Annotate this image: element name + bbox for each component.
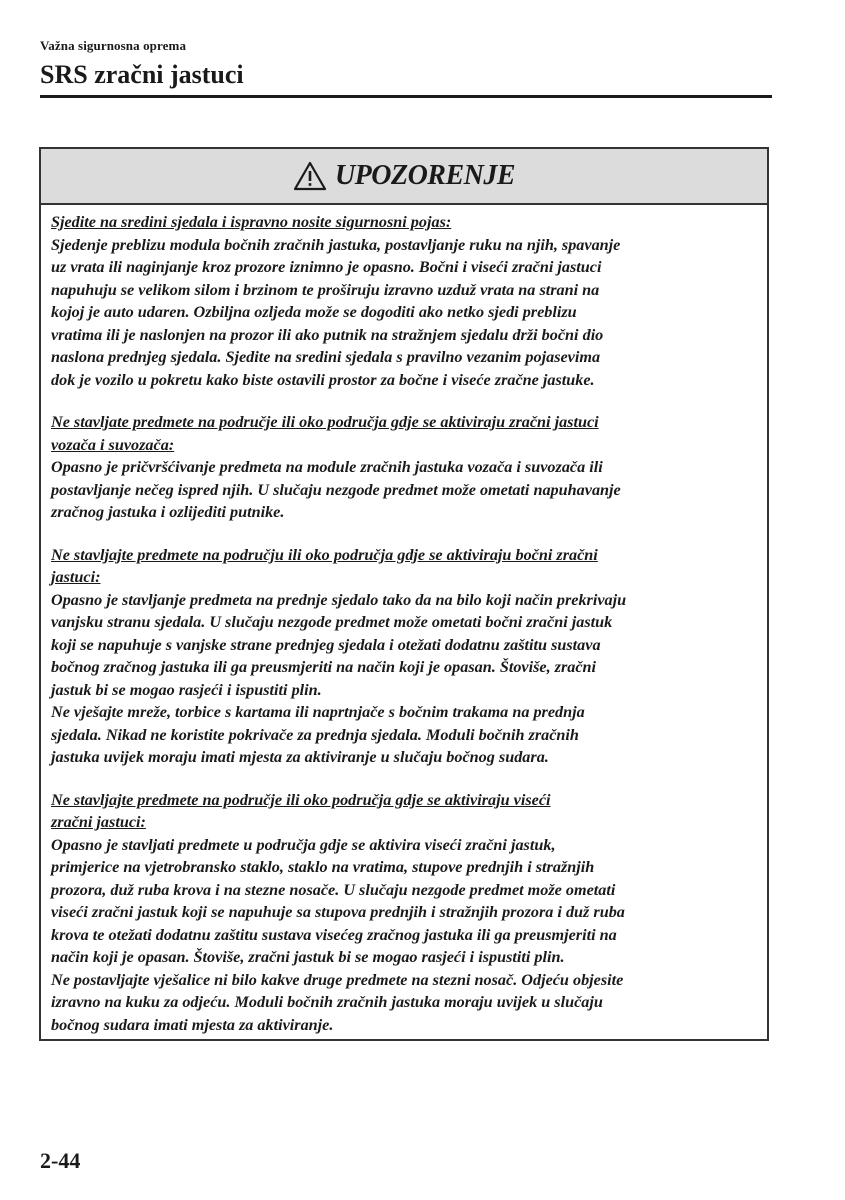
paragraph-line: vanjsku stranu sjedala. U slučaju nezgode predmet može ometati bočni zračni jastuk [51, 613, 613, 631]
paragraph-line: postavljanje nečeg ispred njih. U slučaju nezgode predmet može ometati napuhavanje [51, 480, 621, 499]
warning-paragraph-front-airbags [51, 411, 759, 524]
paragraph-line: dok je vozilo u pokretu kako biste ostavili prostor za bočne i viseće zračne jastuke. [51, 370, 595, 389]
warning-triangle-icon [293, 161, 327, 191]
paragraph-line: naslona prednjeg sjedala. Sjedite na sredini sjedala s pravilno vezanim pojasevima [51, 348, 601, 366]
paragraph-line: primjerice na vjetrobransko staklo, staklo na vratima, stupove prednjih i stražnjih [51, 858, 595, 876]
paragraph-line: Opasno je pričvršćivanje predmeta na module zračnih jastuka vozača i suvozača ili [51, 458, 603, 476]
paragraph-heading: jastuci: [51, 568, 101, 586]
page-title: SRS zračni jastuci [40, 60, 244, 89]
paragraph-heading: Ne stavljate predmete na područje ili oko područja gdje se aktiviraju zračni jastuci [51, 413, 599, 431]
paragraph-heading: Ne stavljajte predmete na područje ili oko područja gdje se aktiviraju viseći [51, 790, 551, 809]
paragraph-line: viseći zračni jastuk koji se napuhuje sa stupova prednjih i stražnjih prozora i duž ruba [51, 903, 625, 921]
paragraph-line: Ne vješajte mreže, torbice s kartama ili naprtnjače s bočnim trakama na prednja [51, 703, 585, 721]
paragraph-line: kojoj je auto udaren. Ozbiljna ozljeda može se dogoditi ako netko sjedi preblizu [51, 303, 577, 321]
paragraph-heading: Sjedite na sredini sjedala i ispravno nosite sigurnosni pojas: [51, 213, 452, 231]
paragraph-line: Opasno je stavljati predmete u područja gdje se aktivira viseći zračni jastuk, [51, 835, 556, 854]
paragraph-heading: Ne stavljajte predmete na području ili oko područja gdje se aktiviraju bočni zračni [51, 545, 598, 564]
warning-body [41, 205, 767, 1036]
paragraph-line: krova te otežati dodatnu zaštitu sustava visećeg zračnog jastuka ili ga preusmjeriti na [51, 925, 617, 944]
paragraph-line: Opasno je stavljanje predmeta na prednje sjedalo tako da na bilo koji način prekrivaju [51, 590, 627, 609]
title-divider [40, 95, 772, 98]
paragraph-line: napuhuju se velikom silom i brzinom te proširuju izravno uzduž vrata na strani na [51, 280, 600, 299]
paragraph-line: način koji je opasan. Štoviše, zračni jastuk bi se mogao rasjeći i ispustiti plin. [51, 948, 565, 966]
warning-paragraph-curtain-airbags [51, 789, 759, 1037]
paragraph-line: uz vrata ili naginjanje kroz prozore iznimno je opasno. Bočni i viseći zračni jastuci [51, 258, 602, 276]
paragraph-line: zračnog jastuka i ozlijediti putnike. [51, 503, 285, 521]
warning-header [41, 149, 767, 205]
paragraph-heading: zračni jastuci: [51, 813, 146, 831]
paragraph-line: bočnog sudara imati mjesta za aktiviranje. [51, 1015, 334, 1034]
paragraph-line: Sjedenje preblizu modula bočnih zračnih jastuka, postavljanje ruku na njih, spavanje [51, 235, 621, 254]
paragraph-line: prozora, duž ruba krova i na stezne nosače. U slučaju nezgode predmet može ometati [51, 880, 616, 899]
paragraph-line: izravno na kuku za odjeću. Moduli bočnih zračnih jastuka moraju uvijek u slučaju [51, 993, 603, 1011]
paragraph-line: sjedala. Nikad ne koristite pokrivače za prednja sjedala. Moduli bočnih zračnih [51, 725, 579, 744]
paragraph-line: jastuk bi se mogao rasjeći i ispustiti plin. [51, 680, 322, 699]
paragraph-line: bočnog zračnog jastuka ili ga preusmjeriti na način koji je opasan. Štoviše, zračni [51, 658, 597, 676]
warning-title: UPOZORENJE [334, 160, 516, 191]
page-number: 2-44 [40, 1148, 81, 1173]
warning-paragraph-seating [51, 211, 759, 391]
paragraph-line: Ne postavljajte vješalice ni bilo kakve druge predmete na stezni nosač. Odjeću objesite [51, 970, 624, 989]
paragraph-line: jastuka uvijek moraju imati mjesta za aktiviranje u slučaju bočnog sudara. [51, 748, 549, 766]
warning-paragraph-side-airbags [51, 544, 759, 769]
paragraph-line: vratima ili je naslonjen na prozor ili ako putnik na stražnjem sjedalu drži bočni dio [51, 325, 604, 344]
paragraph-line: koji se napuhuje s vanjske strane prednjeg sjedala i otežati dodatnu zaštitu sustava [51, 635, 601, 654]
section-label: Važna sigurnosna oprema [40, 38, 187, 53]
warning-box [39, 147, 769, 1041]
paragraph-heading: vozača i suvozača: [51, 435, 175, 454]
